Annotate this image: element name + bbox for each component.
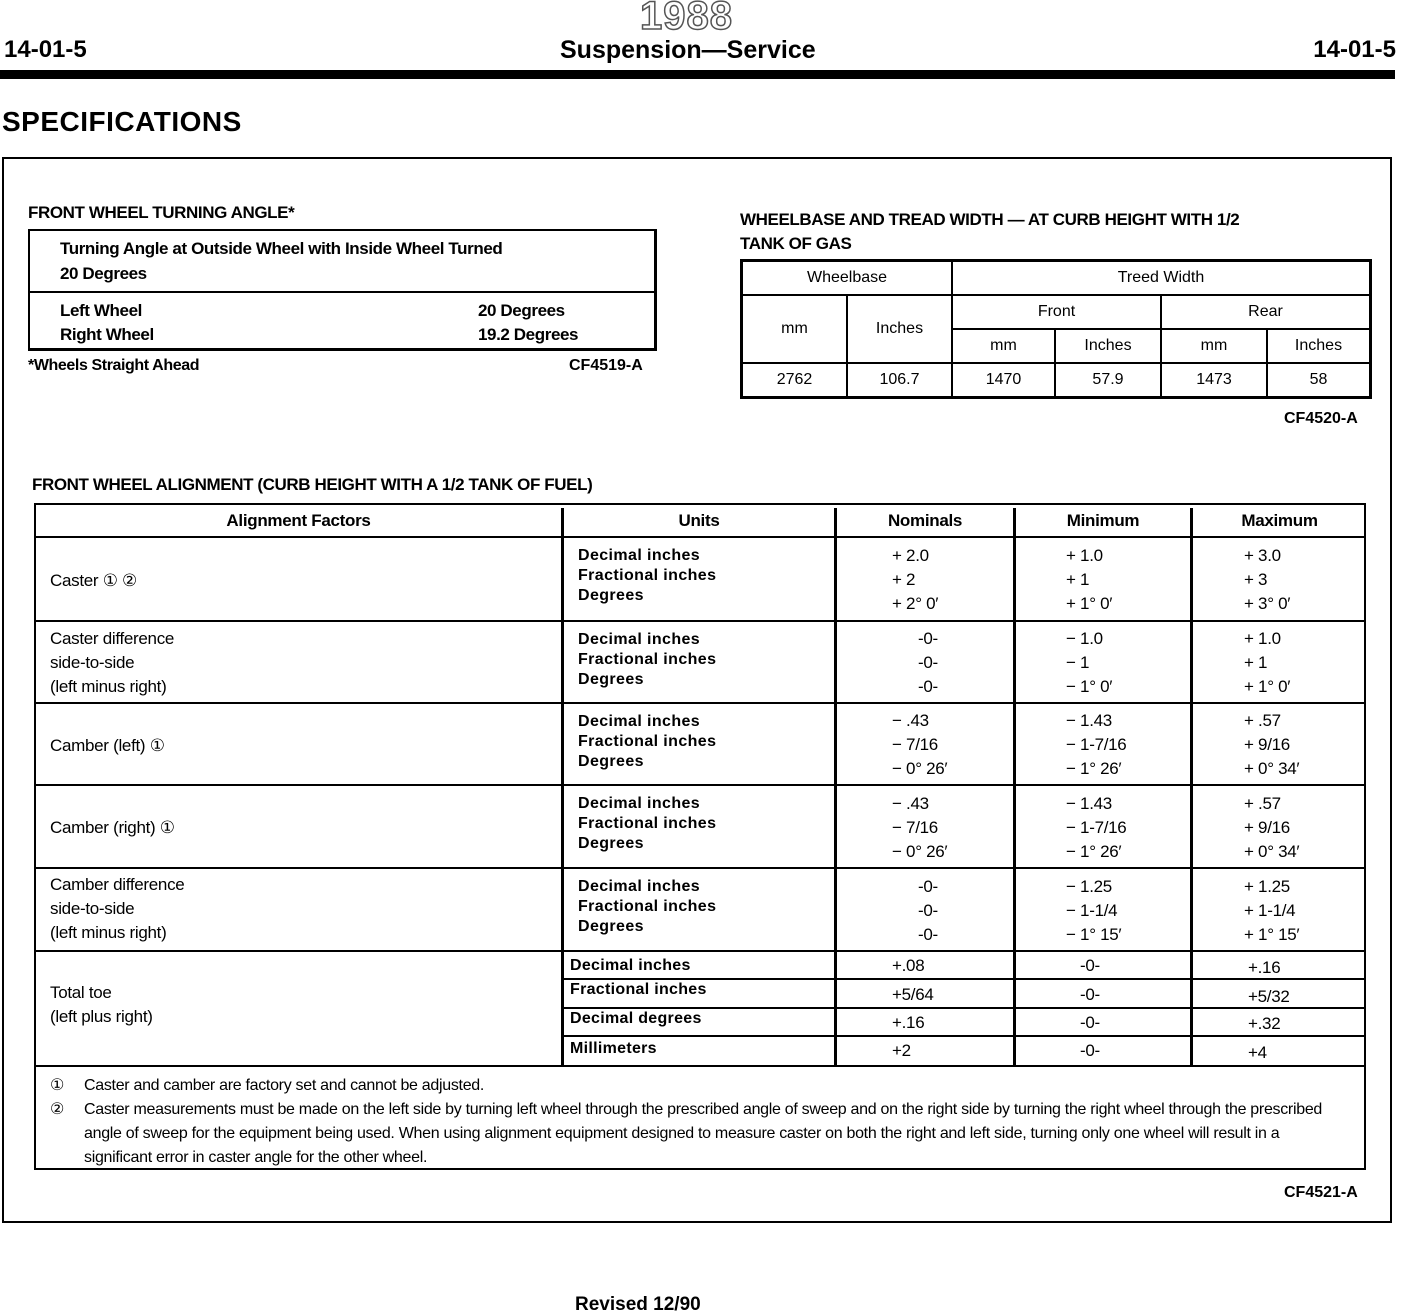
col-divider [1013, 508, 1016, 1065]
toe-minimum: -0- [1080, 1041, 1100, 1060]
alignment-notes [50, 1074, 1350, 1170]
row-label: Right Wheel [60, 325, 154, 344]
toe-divider [563, 1035, 1366, 1037]
row-value: 19.2 Degrees [478, 325, 579, 344]
value-line: + 1° 0′ [1066, 594, 1113, 613]
unit-line: Fractional inches [578, 815, 717, 832]
toe-nominal: +5/64 [892, 985, 934, 1004]
value-line: − 1° 15′ [1066, 925, 1122, 944]
value-line: -0- [918, 629, 938, 648]
wheelbase-title-line1: WHEELBASE AND TREAD WIDTH — AT CURB HEIGHT WITH 1/2 [740, 210, 1240, 229]
value-line: − 1 [1066, 653, 1090, 672]
front-mm-header: mm [952, 329, 1055, 363]
wheelbase-title-line2: TANK OF GAS [740, 234, 852, 253]
unit-line: Degrees [578, 671, 644, 688]
header-minimum: Minimum [1066, 511, 1140, 530]
value-line: + 3° 0′ [1244, 594, 1291, 613]
toe-maximum: +.16 [1248, 958, 1281, 977]
page-number-left: 14-01-5 [4, 36, 87, 63]
minimum-cell [1066, 709, 1126, 781]
wheelbase-inches-value: 106.7 [847, 363, 952, 398]
value-line: + 1.25 [1244, 877, 1290, 896]
units-cell [578, 712, 716, 772]
wheelbase-figure-code: CF4520-A [1284, 410, 1358, 427]
value-line: + 3.0 [1244, 546, 1281, 565]
value-line: − 0° 26′ [892, 759, 948, 778]
maximum-cell [1244, 875, 1299, 947]
value-line: − .43 [892, 711, 929, 730]
col-divider [1190, 508, 1193, 1065]
unit-line: Degrees [578, 753, 644, 770]
value-line: + 1.0 [1244, 629, 1281, 648]
section-title: SPECIFICATIONS [2, 106, 242, 137]
value-line: + 0° 34′ [1244, 759, 1300, 778]
wheelbase-table [740, 259, 1372, 399]
turning-angle-header-line2: 20 Degrees [60, 264, 147, 283]
col-divider [834, 508, 837, 1065]
factor-line: Total toe [50, 983, 112, 1002]
factor-caster-difference [50, 627, 174, 699]
value-line: − 1-1/4 [1066, 901, 1118, 920]
page-number-right: 14-01-5 [1313, 36, 1396, 63]
rear-mm-value: 1473 [1161, 363, 1267, 398]
note-marker: ② [50, 1101, 65, 1118]
rear-inches-value: 58 [1267, 363, 1371, 398]
front-inches-header: Inches [1055, 329, 1161, 363]
value-line: -0- [918, 677, 938, 696]
header-alignment-factors: Alignment Factors [226, 511, 371, 530]
rear-inches-header: Inches [1267, 329, 1371, 363]
factor-caster [50, 569, 137, 593]
value-line: + 1° 15′ [1244, 925, 1300, 944]
maximum-cell [1244, 544, 1290, 616]
header-maximum: Maximum [1241, 511, 1318, 530]
value-line: − 1° 26′ [1066, 759, 1122, 778]
wheelbase-mm-header: mm [742, 295, 848, 363]
unit-line: Decimal inches [578, 878, 701, 895]
value-line: − 7/16 [892, 818, 938, 837]
row-divider [36, 784, 1364, 786]
value-line: + 1 [1066, 570, 1090, 589]
units-cell [578, 630, 716, 690]
front-header: Front [952, 295, 1161, 329]
factor-line: Camber (left) ① [50, 736, 165, 755]
value-line: + .57 [1244, 711, 1281, 730]
turning-angle-figure-code: CF4519-A [569, 357, 643, 374]
unit-line: Degrees [578, 918, 644, 935]
toe-unit: Fractional inches [570, 981, 707, 998]
revision-footer: Revised 12/90 [575, 1294, 701, 1315]
value-line: + 9/16 [1244, 818, 1290, 837]
alignment-figure-code: CF4521-A [1284, 1184, 1358, 1201]
maximum-cell [1244, 627, 1290, 699]
rear-header: Rear [1161, 295, 1371, 329]
factor-camber-difference [50, 873, 184, 945]
turning-angle-header-line1: Turning Angle at Outside Wheel with Inside Wheel Turned [60, 239, 503, 258]
value-line: − 0° 26′ [892, 842, 948, 861]
value-line: -0- [918, 925, 938, 944]
factor-camber-left [50, 734, 165, 758]
minimum-cell [1066, 544, 1112, 616]
wheelbase-mm-value: 2762 [742, 363, 848, 398]
value-line: + 2.0 [892, 546, 929, 565]
unit-line: Fractional inches [578, 898, 717, 915]
row-divider [36, 950, 1364, 952]
note-text: Caster measurements must be made on the left side by turning left wheel through the prescribed angle of sweep and on the right side by turning the right wheel through the prescribed angle of sweep for the equipment being used. When using alignment equipment designed to measure caster on both the right and left side, turning only one wheel will result in a significant error in caster angle for the other wheel. [84, 1101, 1323, 1166]
toe-unit: Millimeters [570, 1040, 657, 1057]
factor-line: Caster difference [50, 629, 175, 648]
value-line: + 1 [1244, 653, 1268, 672]
minimum-cell [1066, 627, 1112, 699]
row-value: 20 Degrees [478, 301, 565, 320]
factor-line: Caster ① ② [50, 571, 137, 590]
maximum-cell [1244, 792, 1299, 864]
value-line: − 1-7/16 [1066, 818, 1127, 837]
minimum-cell [1066, 875, 1121, 947]
turning-angle-row-right [60, 325, 580, 345]
alignment-title: FRONT WHEEL ALIGNMENT (CURB HEIGHT WITH A 1/2 TANK OF FUEL) [32, 475, 593, 494]
nominal-cell [918, 875, 938, 947]
wheelbase-inches-header: Inches [847, 295, 952, 363]
units-cell [578, 794, 716, 854]
minimum-cell [1066, 792, 1126, 864]
row-divider [36, 702, 1364, 704]
value-line: − 1.43 [1066, 794, 1112, 813]
value-line: − 1-7/16 [1066, 735, 1127, 754]
note-marker: ① [50, 1077, 65, 1094]
unit-line: Decimal inches [578, 547, 701, 564]
value-line: + 1° 0′ [1244, 677, 1291, 696]
toe-minimum: -0- [1080, 956, 1100, 975]
alignment-table [34, 503, 1366, 1170]
factor-total-toe [50, 981, 153, 1029]
units-cell [578, 546, 716, 606]
value-line: − 7/16 [892, 735, 938, 754]
row-label: Left Wheel [60, 301, 142, 320]
maximum-cell [1244, 709, 1299, 781]
value-line: + .57 [1244, 794, 1281, 813]
unit-line: Decimal inches [578, 795, 701, 812]
turning-angle-row-left [60, 301, 580, 321]
factor-line: side-to-side [50, 653, 135, 672]
note-1 [50, 1074, 1350, 1098]
row-divider [36, 867, 1364, 869]
turning-angle-header [30, 231, 654, 293]
nominal-cell [892, 792, 947, 864]
row-divider [36, 620, 1364, 622]
unit-line: Fractional inches [578, 651, 717, 668]
factor-line: side-to-side [50, 899, 135, 918]
factor-line: (left minus right) [50, 677, 167, 696]
value-line: -0- [918, 653, 938, 672]
toe-unit: Decimal degrees [570, 1010, 702, 1027]
turning-angle-table [28, 229, 657, 351]
value-line: + 2° 0′ [892, 594, 939, 613]
unit-line: Degrees [578, 587, 644, 604]
header-units: Units [678, 511, 720, 530]
toe-divider [563, 978, 1366, 980]
factor-line: Camber (right) ① [50, 818, 175, 837]
value-line: + 0° 34′ [1244, 842, 1300, 861]
factor-line: (left minus right) [50, 923, 167, 942]
value-line: -0- [918, 877, 938, 896]
row-divider [36, 1065, 1364, 1067]
front-mm-value: 1470 [952, 363, 1055, 398]
value-line: − 1.43 [1066, 711, 1112, 730]
header-rule [0, 70, 1395, 79]
value-line: − 1° 0′ [1066, 677, 1113, 696]
unit-line: Fractional inches [578, 733, 717, 750]
factor-line: Camber difference [50, 875, 185, 894]
col-divider [561, 508, 564, 1065]
value-line: − .43 [892, 794, 929, 813]
tread-width-header: Treed Width [952, 261, 1371, 296]
toe-minimum: -0- [1080, 985, 1100, 1004]
row-divider [36, 536, 1364, 538]
value-line: + 1.0 [1066, 546, 1103, 565]
nominal-cell [892, 544, 938, 616]
value-line: + 3 [1244, 570, 1268, 589]
toe-nominal: +2 [892, 1041, 911, 1060]
value-line: -0- [918, 901, 938, 920]
value-line: + 9/16 [1244, 735, 1290, 754]
toe-maximum: +4 [1248, 1043, 1267, 1062]
note-text: Caster and camber are factory set and cannot be adjusted. [84, 1077, 485, 1094]
value-line: − 1.0 [1066, 629, 1103, 648]
note-2 [50, 1098, 1350, 1170]
toe-nominal: +.08 [892, 956, 925, 975]
value-line: − 1.25 [1066, 877, 1112, 896]
toe-maximum: +5/32 [1248, 987, 1290, 1006]
toe-divider [563, 1007, 1366, 1009]
turning-angle-footnote: *Wheels Straight Ahead [28, 357, 200, 374]
factor-line: (left plus right) [50, 1007, 153, 1026]
unit-line: Degrees [578, 835, 644, 852]
wheelbase-header: Wheelbase [742, 261, 953, 296]
page-title: Suspension—Service [560, 36, 816, 64]
toe-unit: Decimal inches [570, 957, 691, 974]
unit-line: Fractional inches [578, 567, 717, 584]
unit-line: Decimal inches [578, 631, 701, 648]
nominal-cell [918, 627, 938, 699]
value-line: − 1° 26′ [1066, 842, 1122, 861]
toe-nominal: +.16 [892, 1013, 925, 1032]
year-stamp: 1988 [640, 0, 733, 38]
units-cell [578, 877, 716, 937]
toe-minimum: -0- [1080, 1013, 1100, 1032]
front-inches-value: 57.9 [1055, 363, 1161, 398]
wheelbase-title [740, 208, 1360, 256]
turning-angle-title: FRONT WHEEL TURNING ANGLE* [28, 203, 295, 222]
header-nominals: Nominals [887, 511, 963, 530]
toe-maximum: +.32 [1248, 1014, 1281, 1033]
factor-camber-right [50, 816, 175, 840]
unit-line: Decimal inches [578, 713, 701, 730]
value-line: + 2 [892, 570, 916, 589]
value-line: + 1-1/4 [1244, 901, 1296, 920]
rear-mm-header: mm [1161, 329, 1267, 363]
nominal-cell [892, 709, 947, 781]
